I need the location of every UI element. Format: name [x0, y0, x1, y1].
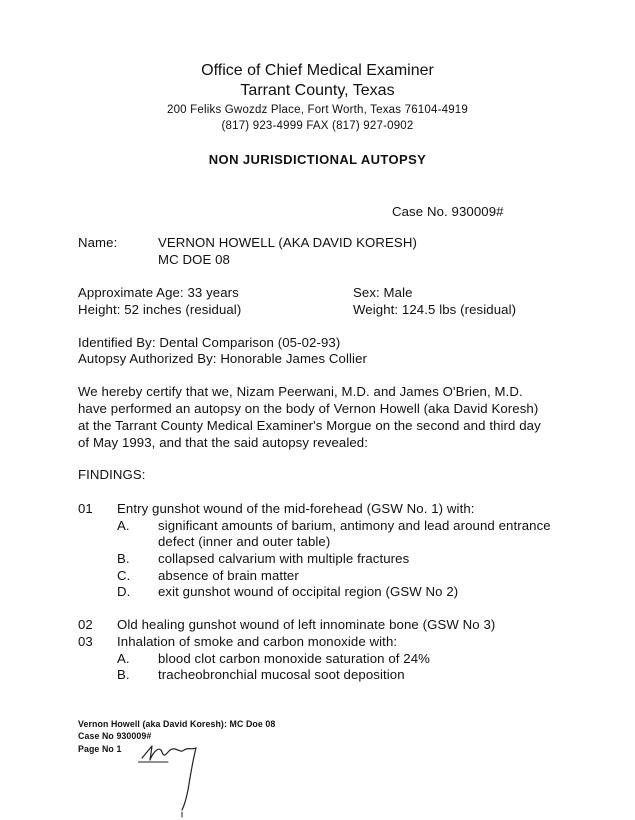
sub-finding-letter: D.	[117, 584, 131, 599]
sub-finding-letter: A.	[117, 651, 130, 666]
sub-finding-text: defect (inner and outer table)	[158, 534, 331, 549]
certify-line: at the Tarrant County Medical Examiner's Morgue on the second and third day	[78, 418, 541, 433]
sub-finding-text: absence of brain matter	[158, 568, 299, 583]
sub-finding-letter: C.	[117, 568, 131, 583]
certify-line: of May 1993, and that the said autopsy revealed:	[78, 435, 368, 450]
office-address: 200 Feliks Gwozdz Place, Fort Worth, Texas 76104-4919	[166, 104, 468, 116]
sub-finding-letter: A.	[117, 518, 130, 533]
document-title: NON JURISDICTIONAL AUTOPSY	[208, 152, 427, 167]
certify-line: We hereby certify that we, Nizam Peerwani, M.D. and James O'Brien, M.D.	[78, 384, 523, 399]
sub-finding-text: collapsed calvarium with multiple fractures	[158, 551, 410, 566]
authorized-by: Autopsy Authorized By: Honorable James Collier	[78, 351, 368, 366]
office-phones: (817) 923-4999 FAX (817) 927-0902	[221, 120, 414, 132]
handwritten-initials-signature-icon	[138, 738, 208, 818]
footer-case-number: Case No 930009#	[78, 731, 152, 741]
county-name: Tarrant County, Texas	[240, 82, 395, 99]
weight: Weight: 124.5 lbs (residual)	[353, 302, 517, 317]
case-number: Case No. 930009#	[392, 204, 504, 219]
height: Height: 52 inches (residual)	[78, 302, 242, 317]
sub-finding-letter: B.	[117, 667, 130, 682]
sex: Sex: Male	[353, 285, 413, 300]
approximate-age: Approximate Age: 33 years	[78, 285, 239, 300]
sub-finding-text: exit gunshot wound of occipital region (GSW No 2)	[158, 584, 459, 599]
case-designation: MC DOE 08	[158, 252, 230, 267]
identified-by: Identified By: Dental Comparison (05-02-93)	[78, 335, 341, 350]
finding-text: Inhalation of smoke and carbon monoxide with:	[117, 634, 398, 649]
decedent-name: VERNON HOWELL (AKA DAVID KORESH)	[158, 235, 417, 250]
sub-finding-text: tracheobronchial mucosal soot deposition	[158, 667, 405, 682]
findings-heading: FINDINGS:	[78, 467, 146, 482]
finding-number: 03	[78, 634, 93, 649]
sub-finding-letter: B.	[117, 551, 130, 566]
footer-decedent: Vernon Howell (aka David Koresh): MC Doe 08	[78, 719, 276, 729]
sub-finding-text: blood clot carbon monoxide saturation of 24%	[158, 651, 430, 666]
finding-number: 01	[78, 501, 93, 516]
finding-number: 02	[78, 617, 93, 632]
footer-page-number: Page No 1	[78, 744, 122, 754]
finding-text: Old healing gunshot wound of left innominate bone (GSW No 3)	[117, 617, 496, 632]
certify-line: have performed an autopsy on the body of Vernon Howell (aka David Koresh)	[78, 401, 539, 416]
sub-finding-text: significant amounts of barium, antimony and lead around entrance	[158, 518, 551, 533]
office-name: Office of Chief Medical Examiner	[201, 62, 434, 79]
finding-text: Entry gunshot wound of the mid-forehead (GSW No. 1) with:	[117, 501, 475, 516]
name-label: Name:	[78, 235, 118, 250]
